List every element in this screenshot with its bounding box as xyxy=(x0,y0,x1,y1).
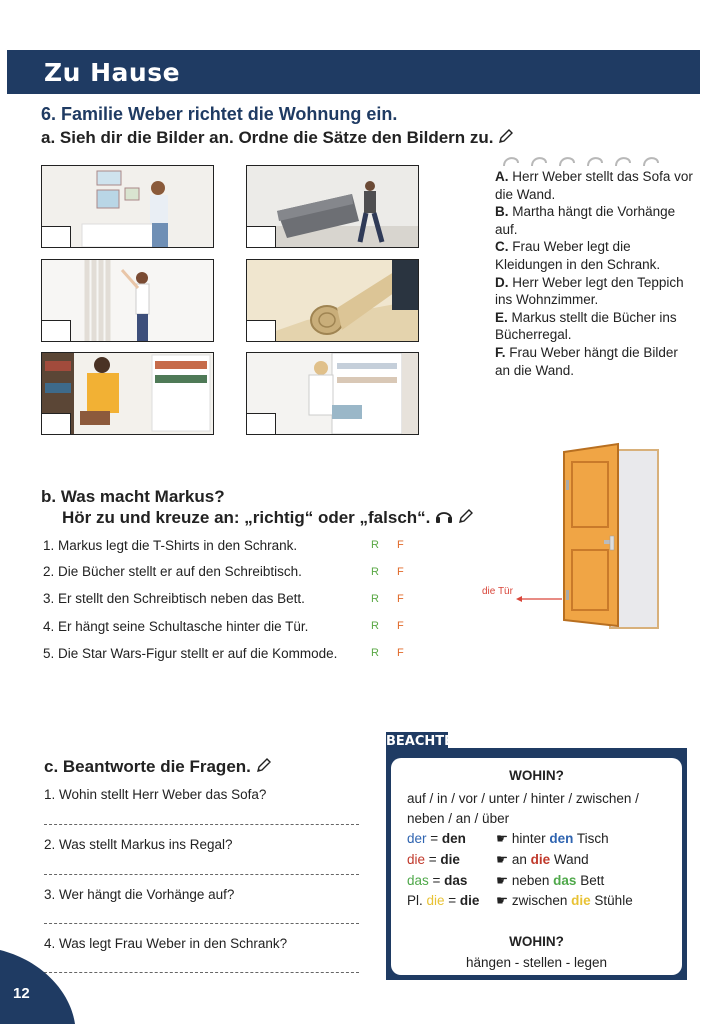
answer-line[interactable] xyxy=(44,972,359,973)
richtig-option[interactable]: R xyxy=(371,566,379,578)
falsch-option[interactable]: F xyxy=(397,647,404,659)
pencil-icon xyxy=(256,757,272,778)
falsch-option[interactable]: F xyxy=(397,620,404,632)
sentence-item: F. Frau Weber hängt die Bilder an die Wand. xyxy=(495,344,678,378)
example-row-plural: ☛ zwischen die Stühle xyxy=(496,893,633,908)
question-2: 2. Was stellt Markus ins Regal? xyxy=(44,837,233,852)
statement-3: 3. Er stellt den Schreibtisch neben das Bett. xyxy=(43,591,305,606)
statement-5: 5. Die Star Wars-Figur stellt er auf die Kommode. xyxy=(43,646,338,661)
headphones-icon xyxy=(435,508,453,529)
page-corner xyxy=(0,950,75,1024)
pointing-hand-icon: ☛ xyxy=(496,831,509,846)
example-row-der: ☛ hinter den Tisch xyxy=(496,831,609,846)
article-row-plural: Pl. die = die xyxy=(407,893,480,908)
exercise-title: 6. Familie Weber richtet die Wohnung ein. xyxy=(41,104,398,124)
statement-4: 4. Er hängt seine Schultasche hinter die Tür. xyxy=(43,619,309,634)
door-illustration xyxy=(558,440,663,635)
example-row-die: ☛ an die Wand xyxy=(496,852,589,867)
falsch-option[interactable]: F xyxy=(397,539,404,551)
sentence-item: D. Herr Weber legt den Teppich ins Wohnzimmer. xyxy=(495,274,684,308)
falsch-option[interactable]: F xyxy=(397,566,404,578)
woman-putting-clothes-in-wardrobe-photo xyxy=(246,352,419,435)
richtig-option[interactable]: R xyxy=(371,620,379,632)
falsch-option[interactable]: F xyxy=(397,593,404,605)
answer-line[interactable] xyxy=(44,874,359,875)
question-4: 4. Was legt Frau Weber in den Schrank? xyxy=(44,936,288,951)
boy-carrying-books-photo xyxy=(41,352,214,435)
richtig-option[interactable]: R xyxy=(371,647,379,659)
prepositions-line-1: auf / in / vor / unter / hinter / zwischen / xyxy=(407,791,639,806)
pointing-hand-icon: ☛ xyxy=(496,873,509,888)
page-title: Zu Hause xyxy=(44,58,181,87)
beachte-label: BEACHTE xyxy=(386,732,448,752)
page-number: 12 xyxy=(13,985,30,1002)
part-b-title: b. Was macht Markus? xyxy=(41,487,225,506)
answer-box[interactable] xyxy=(246,320,276,342)
pointing-hand-icon: ☛ xyxy=(496,852,509,867)
part-b-instruction xyxy=(62,508,474,529)
answer-box[interactable] xyxy=(41,320,71,342)
part-c-title-text: c. Beantworte die Fragen. xyxy=(44,757,251,776)
richtig-option[interactable]: R xyxy=(371,593,379,605)
answer-box[interactable] xyxy=(246,413,276,435)
woman-hanging-curtains-photo xyxy=(41,259,214,342)
answer-line[interactable] xyxy=(44,923,359,924)
sentence-list xyxy=(495,168,695,379)
sentence-item: E. Markus stellt die Bücher ins Bücherregal. xyxy=(495,309,677,343)
answer-box[interactable] xyxy=(246,226,276,248)
statement-1: 1. Markus legt die T-Shirts in den Schrank. xyxy=(43,538,298,553)
part-b-instruction-text: Hör zu und kreuze an: „richtig“ oder „falsch“. xyxy=(62,508,431,527)
answer-box[interactable] xyxy=(41,226,71,248)
prepositions-line-2: neben / an / über xyxy=(407,811,510,826)
question-3: 3. Wer hängt die Vorhänge auf? xyxy=(44,887,235,902)
grammar-heading-2: WOHIN? xyxy=(509,934,564,949)
question-1: 1. Wohin stellt Herr Weber das Sofa? xyxy=(44,787,267,802)
answer-box[interactable] xyxy=(41,413,71,435)
pencil-icon xyxy=(498,128,514,149)
example-row-das: ☛ neben das Bett xyxy=(496,873,605,888)
man-moving-sofa-photo xyxy=(246,165,419,248)
sentence-item: A. Herr Weber stellt das Sofa vor die Wand. xyxy=(495,169,693,202)
verbs-line: hängen - stellen - legen xyxy=(465,955,608,970)
statement-2: 2. Die Bücher stellt er auf den Schreibtisch. xyxy=(43,564,302,579)
rolled-carpet-photo xyxy=(246,259,419,342)
part-c-title xyxy=(44,757,272,778)
sentence-item: B. Martha hängt die Vorhänge auf. xyxy=(495,204,676,237)
arrow-icon xyxy=(516,590,564,608)
instruction-a xyxy=(41,128,514,149)
instruction-a-text: a. Sieh dir die Bilder an. Ordne die Sätze den Bildern zu. xyxy=(41,128,494,147)
article-row-der: der = den xyxy=(407,831,466,846)
answer-line[interactable] xyxy=(44,824,359,825)
grammar-heading: WOHIN? xyxy=(509,768,564,783)
pointing-hand-icon: ☛ xyxy=(496,893,509,908)
article-row-das: das = das xyxy=(407,873,468,888)
richtig-option[interactable]: R xyxy=(371,539,379,551)
article-row-die: die = die xyxy=(407,852,460,867)
door-label: die Tür xyxy=(482,586,513,597)
woman-hanging-pictures-photo xyxy=(41,165,214,248)
pencil-icon xyxy=(458,508,474,529)
sentence-item: C. Frau Weber legt die Kleidungen in den Schrank. xyxy=(495,239,661,272)
